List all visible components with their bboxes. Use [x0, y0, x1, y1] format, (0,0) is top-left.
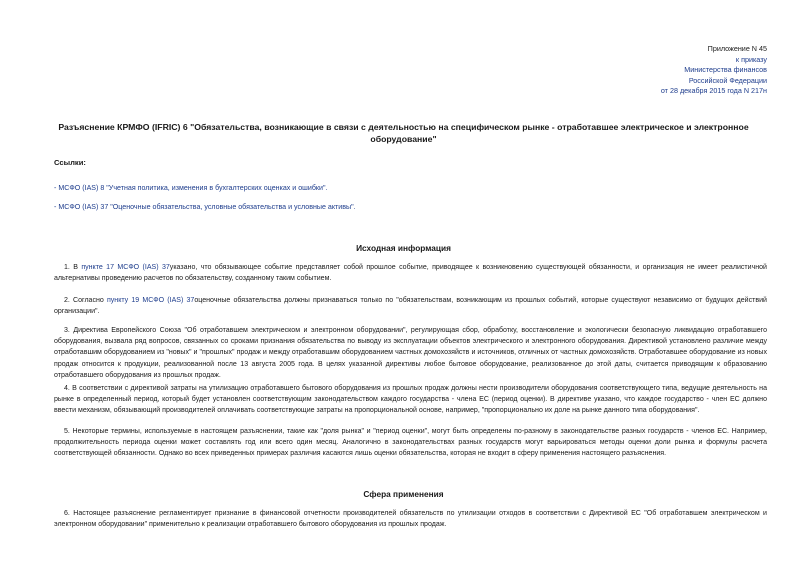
reference-link-ias37[interactable]: - МСФО (IAS) 37 "Оценочные обязательства, условные обязательства и условные активы".: [54, 203, 356, 211]
order-link[interactable]: к приказу: [735, 54, 767, 64]
appendix-block: [661, 44, 767, 97]
section-heading-scope: Сфера применения: [363, 489, 444, 499]
appendix-number: Приложение N 45: [707, 44, 767, 53]
ias37-para19-link[interactable]: пункту 19 МСФО (IAS) 37: [106, 297, 195, 304]
paragraph-6: 6. Настоящее разъяснение регламентирует признание в финансовой отчетности производителей обязательств по утилизации отходов в соответствии с Директивой ЕС "Об отработавшем электрическом и электронном оборудовании" применительно к реализации отработавшего бытового оборудования из прошлых продаж.: [54, 510, 767, 529]
paragraph-2-prefix: 2. Согласно: [64, 297, 107, 304]
reference-link-ias8[interactable]: - МСФО (IAS) 8 "Учетная политика, изменения в бухгалтерских оценках и ошибки".: [54, 184, 328, 192]
document-title: Разъяснение КРМФО (IFRIC) 6 "Обязательства, возникающие в связи с деятельностью на специфическом рынке - отработавшее электрическое и электронное оборудование": [58, 122, 749, 144]
ministry-link[interactable]: Министерства финансов: [684, 65, 767, 75]
paragraph-3: 3. Директива Европейского Союза "Об отработавшем электрическом и электронном оборудовании", регулирующая сбор, обработку, восстановление и экологически безопасную ликвидацию отработавшего оборудования, вызвала ряд вопросов, связанных со сроками признания обязательства по выводу из эксплуатации объектов электрического и электронного оборудования. Директивой установлено различие между отработавшим оборудованием из "новых" и "прошлых" продаж и между отработавшим оборудованием частных домохозяйств и источников, отличных от частных домохозяйств. Отработавшее оборудование из новых продаж относится к продукции, реализованной после 13 августа 2005 года. В целях указанной директивы любое бытовое оборудование, реализованное до этой даты, считается приводящим к образованию отработавшего оборудования из прошлых продаж.: [54, 327, 767, 379]
paragraph-1-text: указано, что обязывающее событие представляет собой прошлое событие, приводящее к возникновению существующей обязанности, и организация не имеет реалистичной альтернативы проведению расчетов по обязательству, созданному таким событием.: [54, 264, 767, 283]
paragraph-5: 5. Некоторые термины, используемые в настоящем разъяснении, такие как "доля рынка" и "период оценки", могут быть определены по-разному в законодательстве разных государств - членов ЕС. Например, продолжительность периода оценки может составлять год или всего один месяц. Аналогично в законодательствах разных государств могут варьироваться методы оценки доли рынка и формулы расчета соответствующей обязанности. Однако во всех приведенных примерах различия касаются лишь оценки обязательства, которая не входит в сферу применения настоящего разъяснения.: [54, 428, 767, 458]
ias37-para17-link[interactable]: пункте 17 МСФО (IAS) 37: [81, 264, 170, 271]
section-heading-background: Исходная информация: [356, 243, 451, 253]
federation-link[interactable]: Российской Федерации: [688, 75, 767, 85]
paragraph-1-prefix: 1. В: [64, 264, 82, 271]
order-date-link[interactable]: от 28 декабря 2015 года N 217н: [660, 86, 767, 96]
paragraph-2-text: оценочные обязательства должны признаваться только по "обязательствам, возникающим из прошлых событий, которые существуют независимо от будущих действий организации".: [54, 297, 767, 316]
paragraph-2: [54, 295, 767, 317]
paragraph-4: 4. В соответствии с директивой затраты на утилизацию отработавшего бытового оборудования из прошлых продаж должны нести производители оборудования соответствующего типа, ведущие деятельность на рынке в определенный период, который будет установлен соответствующим законодательством каждого государства - члена ЕС (период оценки). В директиве указано, что каждое государство - член ЕС должно ввести механизм, обязывающий производителей оплачивать соответствующие затраты на пропорциональной основе, например, "пропорционально их доле на рынке данного типа оборудования".: [54, 385, 767, 415]
references-heading: Ссылки:: [54, 158, 86, 167]
paragraph-1: [54, 262, 767, 284]
